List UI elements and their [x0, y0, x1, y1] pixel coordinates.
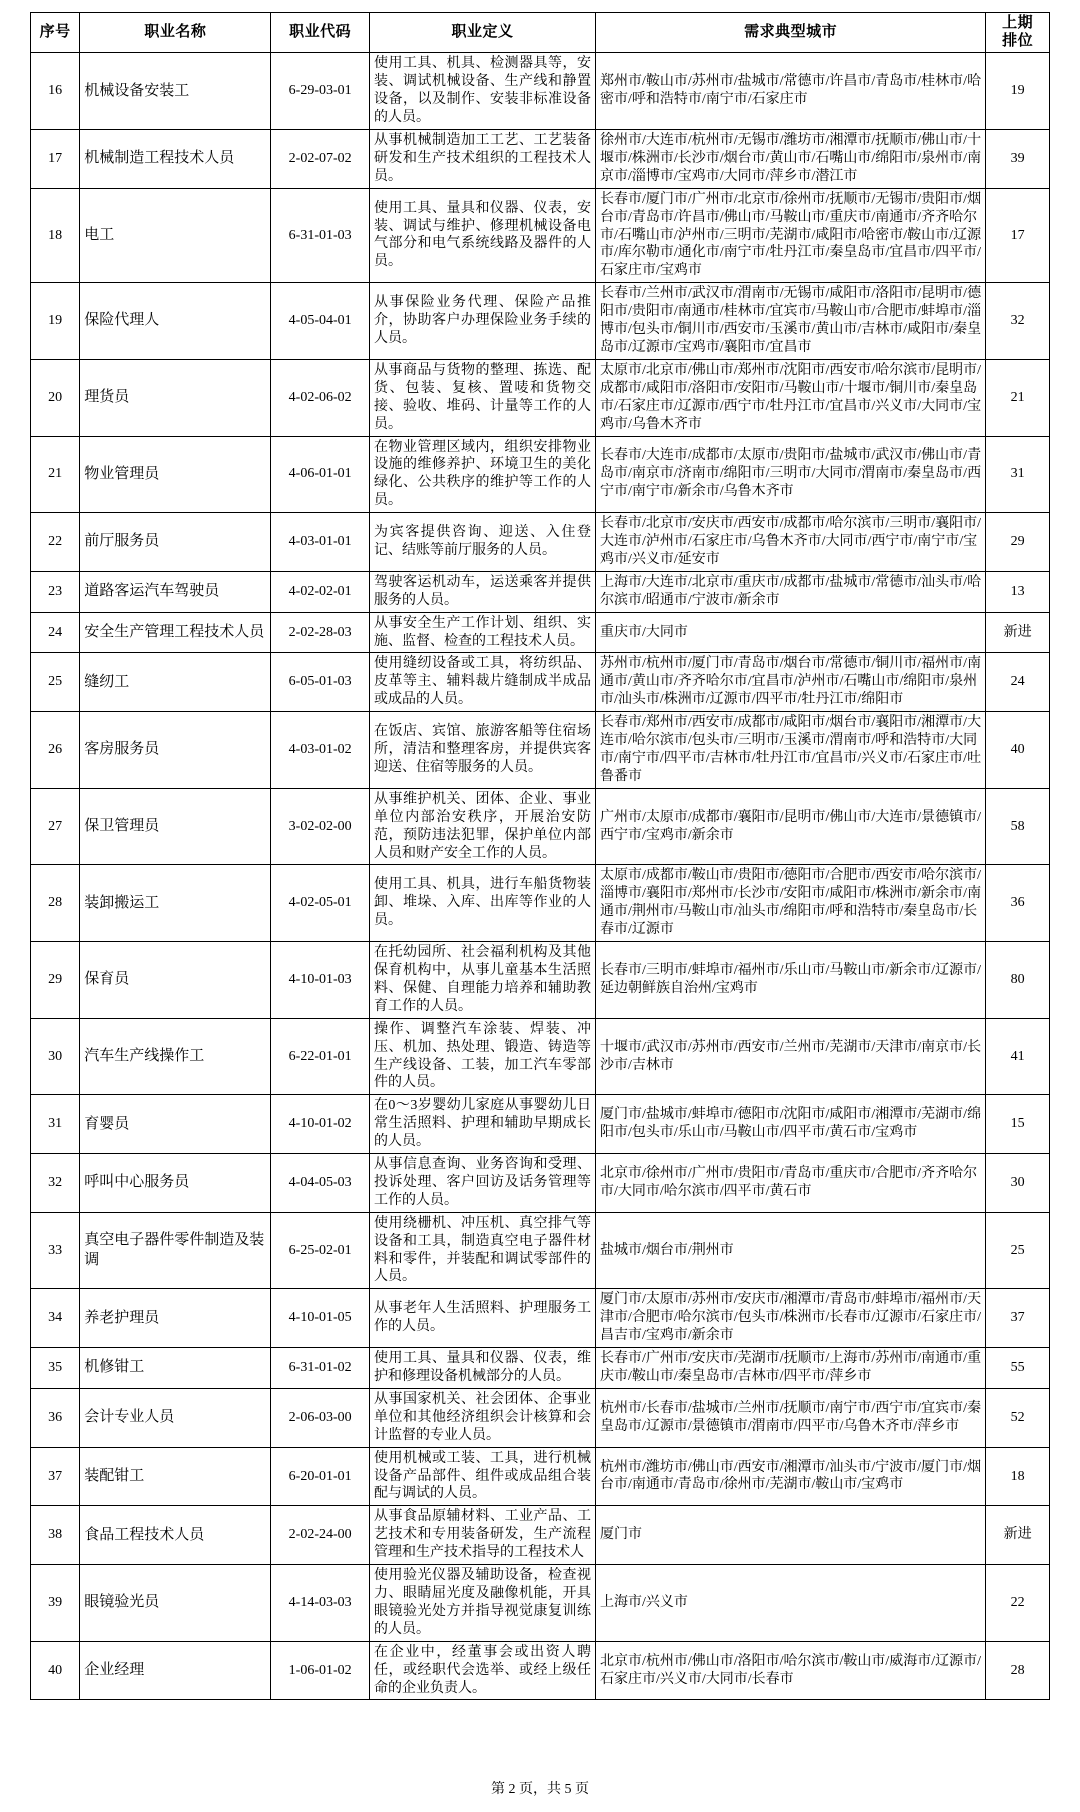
cell-definition: 在企业中，经董事会或出资人聘任，或经职代会选举、或经上级任命的企业负责人。 — [369, 1641, 595, 1700]
table-row — [31, 571, 1050, 612]
cell-seq: 20 — [31, 359, 80, 436]
cell-name: 装配钳工 — [80, 1447, 271, 1506]
cell-seq: 25 — [31, 653, 80, 712]
table-header — [31, 13, 1050, 53]
cell-city: 广州市/太原市/成都市/襄阳市/昆明市/佛山市/大连市/景德镇市/西宁市/宝鸡市/新余市 — [595, 788, 985, 865]
table-row — [31, 283, 1050, 360]
table-row — [31, 1018, 1050, 1095]
table-row — [31, 436, 1050, 513]
cell-seq: 28 — [31, 865, 80, 942]
cell-city: 长春市/郑州市/西安市/成都市/咸阳市/烟台市/襄阳市/湘潭市/大连市/哈尔滨市/包头市/三明市/玉溪市/渭南市/呼和浩特市/大同市/南宁市/四平市/吉林市/牡丹江市/宜昌市/兴义市/石家庄市/吐鲁番市 — [595, 712, 985, 789]
cell-city: 上海市/大连市/北京市/重庆市/成都市/盐城市/常德市/汕头市/哈尔滨市/昭通市/宁波市/新余市 — [595, 571, 985, 612]
cell-city: 太原市/成都市/鞍山市/贵阳市/德阳市/合肥市/西安市/哈尔滨市/淄博市/襄阳市/郑州市/长沙市/安阳市/咸阳市/株洲市/新余市/南通市/荆州市/马鞍山市/汕头市/绵阳市/呼和浩特市/秦皇岛市/长春市/辽源市 — [595, 865, 985, 942]
cell-rank: 19 — [986, 53, 1050, 130]
cell-definition: 使用机械或工装、工具，进行机械设备产品部件、组件或成品组合装配与调试的人员。 — [369, 1447, 595, 1506]
cell-seq: 35 — [31, 1348, 80, 1389]
cell-name: 客房服务员 — [80, 712, 271, 789]
cell-definition: 为宾客提供咨询、迎送、入住登记、结账等前厅服务的人员。 — [369, 513, 595, 572]
cell-seq: 38 — [31, 1506, 80, 1565]
cell-rank: 新进 — [986, 1506, 1050, 1565]
table-row — [31, 1212, 1050, 1289]
cell-city: 徐州市/大连市/杭州市/无锡市/潍坊市/湘潭市/抚顺市/佛山市/十堰市/株洲市/长沙市/烟台市/黄山市/石嘴山市/绵阳市/泉州市/南京市/淄博市/宝鸡市/大同市/萍乡市/潜江市 — [595, 130, 985, 189]
cell-code: 6-31-01-02 — [271, 1348, 370, 1389]
cell-name: 道路客运汽车驾驶员 — [80, 571, 271, 612]
column-header-rank — [986, 13, 1050, 53]
cell-seq: 36 — [31, 1388, 80, 1447]
cell-rank: 37 — [986, 1289, 1050, 1348]
table-row — [31, 53, 1050, 130]
cell-code: 4-10-01-05 — [271, 1289, 370, 1348]
cell-definition: 从事维护机关、团体、企业、事业单位内部治安秩序，开展治安防范，预防违法犯罪，保护单位内部人员和财产安全工作的人员。 — [369, 788, 595, 865]
cell-definition: 在托幼园所、社会福利机构及其他保育机构中，从事儿童基本生活照料、保健、自理能力培养和辅助教育工作的人员。 — [369, 942, 595, 1019]
cell-name: 会计专业人员 — [80, 1388, 271, 1447]
cell-rank: 22 — [986, 1565, 1050, 1642]
cell-code: 6-05-01-03 — [271, 653, 370, 712]
cell-code: 4-02-02-01 — [271, 571, 370, 612]
table-header-row — [31, 13, 1050, 53]
cell-code: 3-02-02-00 — [271, 788, 370, 865]
cell-definition: 从事信息查询、业务咨询和受理、投诉处理、客户回访及话务管理等工作的人员。 — [369, 1154, 595, 1213]
cell-name: 前厅服务员 — [80, 513, 271, 572]
cell-city: 长春市/兰州市/武汉市/渭南市/无锡市/咸阳市/洛阳市/昆明市/德阳市/贵阳市/南通市/桂林市/宜宾市/马鞍山市/合肥市/蚌埠市/淄博市/包头市/铜川市/西安市/玉溪市/黄山市/吉林市/咸阳市/秦皇岛市/辽源市/宝鸡市/襄阳市/宜昌市 — [595, 283, 985, 360]
occupation-demand-table — [30, 12, 1050, 1700]
cell-code: 4-02-06-02 — [271, 359, 370, 436]
column-header-definition: 职业定义 — [369, 13, 595, 53]
cell-city: 十堰市/武汉市/苏州市/西安市/兰州市/芜湖市/天津市/南京市/长沙市/吉林市 — [595, 1018, 985, 1095]
table-row — [31, 865, 1050, 942]
cell-rank: 18 — [986, 1447, 1050, 1506]
cell-rank: 80 — [986, 942, 1050, 1019]
cell-name: 呼叫中心服务员 — [80, 1154, 271, 1213]
cell-seq: 34 — [31, 1289, 80, 1348]
cell-code: 6-25-02-01 — [271, 1212, 370, 1289]
cell-definition: 使用工具、量具和仪器、仪表，安装、调试与维护、修理机械设备电气部分和电气系统线路及器件的人员。 — [369, 188, 595, 283]
cell-name: 安全生产管理工程技术人员 — [80, 612, 271, 653]
cell-rank: 40 — [986, 712, 1050, 789]
cell-definition: 在物业管理区域内，组织安排物业设施的维修养护、环境卫生的美化绿化、公共秩序的维护等工作的人员。 — [369, 436, 595, 513]
cell-code: 4-02-05-01 — [271, 865, 370, 942]
table-row — [31, 130, 1050, 189]
column-header-name: 职业名称 — [80, 13, 271, 53]
table-row — [31, 1388, 1050, 1447]
table-row — [31, 1348, 1050, 1389]
cell-name: 保育员 — [80, 942, 271, 1019]
cell-code: 2-02-07-02 — [271, 130, 370, 189]
cell-rank: 24 — [986, 653, 1050, 712]
cell-code: 4-03-01-02 — [271, 712, 370, 789]
cell-city: 杭州市/长春市/盐城市/兰州市/抚顺市/南宁市/西宁市/宜宾市/秦皇岛市/辽源市/景德镇市/渭南市/四平市/乌鲁木齐市/萍乡市 — [595, 1388, 985, 1447]
cell-rank: 41 — [986, 1018, 1050, 1095]
cell-rank: 36 — [986, 865, 1050, 942]
cell-city: 长春市/广州市/安庆市/芜湖市/抚顺市/上海市/苏州市/南通市/重庆市/鞍山市/秦皇岛市/吉林市/四平市/萍乡市 — [595, 1348, 985, 1389]
cell-name: 企业经理 — [80, 1641, 271, 1700]
cell-seq: 37 — [31, 1447, 80, 1506]
cell-definition: 操作、调整汽车涂装、焊装、冲压、机加、热处理、锻造、铸造等生产线设备、工装，加工汽车零部件的人员。 — [369, 1018, 595, 1095]
cell-rank: 32 — [986, 283, 1050, 360]
cell-rank: 55 — [986, 1348, 1050, 1389]
table-row — [31, 188, 1050, 283]
cell-rank: 39 — [986, 130, 1050, 189]
table-row — [31, 1565, 1050, 1642]
cell-rank: 13 — [986, 571, 1050, 612]
cell-city: 厦门市/太原市/苏州市/安庆市/湘潭市/青岛市/蚌埠市/福州市/天津市/合肥市/哈尔滨市/包头市/株洲市/长春市/辽源市/石家庄市/昌吉市/宝鸡市/新余市 — [595, 1289, 985, 1348]
cell-seq: 26 — [31, 712, 80, 789]
cell-rank: 15 — [986, 1095, 1050, 1154]
cell-name: 养老护理员 — [80, 1289, 271, 1348]
cell-code: 2-02-28-03 — [271, 612, 370, 653]
cell-seq: 29 — [31, 942, 80, 1019]
cell-rank: 30 — [986, 1154, 1050, 1213]
cell-city: 长春市/大连市/成都市/太原市/贵阳市/盐城市/武汉市/佛山市/青岛市/南京市/济南市/绵阳市/三明市/大同市/渭南市/秦皇岛市/西宁市/南宁市/新余市/乌鲁木齐市 — [595, 436, 985, 513]
cell-seq: 40 — [31, 1641, 80, 1700]
cell-rank: 17 — [986, 188, 1050, 283]
cell-code: 1-06-01-02 — [271, 1641, 370, 1700]
cell-definition: 从事机械制造加工工艺、工艺装备研发和生产技术组织的工程技术人员。 — [369, 130, 595, 189]
cell-seq: 21 — [31, 436, 80, 513]
cell-city: 盐城市/烟台市/荆州市 — [595, 1212, 985, 1289]
cell-code: 6-29-03-01 — [271, 53, 370, 130]
table-row — [31, 359, 1050, 436]
cell-name: 缝纫工 — [80, 653, 271, 712]
cell-definition: 从事老年人生活照料、护理服务工作的人员。 — [369, 1289, 595, 1348]
cell-name: 眼镜验光员 — [80, 1565, 271, 1642]
table-body — [31, 53, 1050, 1700]
cell-rank: 25 — [986, 1212, 1050, 1289]
cell-seq: 19 — [31, 283, 80, 360]
table-row — [31, 1506, 1050, 1565]
cell-city: 长春市/北京市/安庆市/西安市/成都市/哈尔滨市/三明市/襄阳市/大连市/泸州市/石家庄市/乌鲁木齐市/大同市/西宁市/南宁市/宝鸡市/兴义市/延安市 — [595, 513, 985, 572]
table-row — [31, 513, 1050, 572]
cell-code: 6-22-01-01 — [271, 1018, 370, 1095]
cell-rank: 21 — [986, 359, 1050, 436]
cell-definition: 从事保险业务代理、保险产品推介，协助客户办理保险业务手续的人员。 — [369, 283, 595, 360]
column-header-code: 职业代码 — [271, 13, 370, 53]
cell-seq: 23 — [31, 571, 80, 612]
cell-name: 真空电子器件零件制造及装调 — [80, 1212, 271, 1289]
cell-definition: 使用缝纫设备或工具，将纺织品、皮革等主、辅料裁片缝制成半成品或成品的人员。 — [369, 653, 595, 712]
column-header-seq: 序号 — [31, 13, 80, 53]
cell-seq: 31 — [31, 1095, 80, 1154]
cell-city: 太原市/北京市/佛山市/郑州市/沈阳市/西安市/哈尔滨市/昆明市/成都市/咸阳市/洛阳市/安阳市/马鞍山市/十堰市/铜川市/秦皇岛市/石家庄市/辽源市/西宁市/牡丹江市/宜昌市/兴义市/大同市/宝鸡市/乌鲁木齐市 — [595, 359, 985, 436]
page-footer: 第 2 页，共 5 页 — [491, 1782, 589, 1798]
cell-definition: 使用验光仪器及辅助设备，检查视力、眼睛屈光度及融像机能，开具眼镜验光处方并指导视觉康复训练的人员。 — [369, 1565, 595, 1642]
cell-name: 汽车生产线操作工 — [80, 1018, 271, 1095]
cell-name: 机修钳工 — [80, 1348, 271, 1389]
cell-name: 育婴员 — [80, 1095, 271, 1154]
cell-seq: 33 — [31, 1212, 80, 1289]
column-header-rank-line2: 排位 — [1002, 32, 1034, 49]
table-row — [31, 612, 1050, 653]
cell-code: 6-31-01-03 — [271, 188, 370, 283]
cell-seq: 24 — [31, 612, 80, 653]
column-header-rank-line1: 上期 — [1002, 15, 1034, 31]
cell-definition: 从事国家机关、社会团体、企事业单位和其他经济组织会计核算和会计监督的专业人员。 — [369, 1388, 595, 1447]
cell-city: 北京市/杭州市/佛山市/洛阳市/哈尔滨市/鞍山市/威海市/辽源市/石家庄市/兴义市/大同市/长春市 — [595, 1641, 985, 1700]
cell-definition: 在饭店、宾馆、旅游客船等住宿场所，清洁和整理客房，并提供宾客迎送、住宿等服务的人员。 — [369, 712, 595, 789]
cell-city: 北京市/徐州市/广州市/贵阳市/青岛市/重庆市/合肥市/齐齐哈尔市/大同市/哈尔滨市/四平市/黄石市 — [595, 1154, 985, 1213]
cell-code: 4-10-01-03 — [271, 942, 370, 1019]
cell-code: 4-06-01-01 — [271, 436, 370, 513]
cell-definition: 使用绕栅机、冲压机、真空排气等设备和工具，制造真空电子器件材料和零件，并装配和调试零部件的人员。 — [369, 1212, 595, 1289]
cell-city: 上海市/兴义市 — [595, 1565, 985, 1642]
cell-city: 苏州市/杭州市/厦门市/青岛市/烟台市/常德市/铜川市/福州市/南通市/黄山市/齐齐哈尔市/宜昌市/泸州市/石嘴山市/绵阳市/泉州市/汕头市/株洲市/辽源市/四平市/牡丹江市/绵阳市 — [595, 653, 985, 712]
cell-rank: 新进 — [986, 612, 1050, 653]
cell-code: 6-20-01-01 — [271, 1447, 370, 1506]
table-row — [31, 712, 1050, 789]
cell-name: 保险代理人 — [80, 283, 271, 360]
table-row — [31, 1154, 1050, 1213]
cell-name: 物业管理员 — [80, 436, 271, 513]
table-row — [31, 942, 1050, 1019]
cell-seq: 22 — [31, 513, 80, 572]
cell-city: 长春市/厦门市/广州市/北京市/徐州市/抚顺市/无锡市/贵阳市/烟台市/青岛市/许昌市/佛山市/马鞍山市/重庆市/南通市/齐齐哈尔市/石嘴山市/泸州市/三明市/芜湖市/咸阳市/哈密市/鞍山市/辽源市/库尔勒市/通化市/南宁市/牡丹江市/秦皇岛市/宜昌市/四平市/石家庄市/宝鸡市 — [595, 188, 985, 283]
column-header-city: 需求典型城市 — [595, 13, 985, 53]
cell-code: 2-06-03-00 — [271, 1388, 370, 1447]
cell-city: 长春市/三明市/蚌埠市/福州市/乐山市/马鞍山市/新余市/辽源市/延边朝鲜族自治州/宝鸡市 — [595, 942, 985, 1019]
cell-code: 4-03-01-01 — [271, 513, 370, 572]
cell-name: 食品工程技术人员 — [80, 1506, 271, 1565]
table-row — [31, 1447, 1050, 1506]
cell-rank: 28 — [986, 1641, 1050, 1700]
cell-name: 保卫管理员 — [80, 788, 271, 865]
cell-code: 2-02-24-00 — [271, 1506, 370, 1565]
cell-seq: 30 — [31, 1018, 80, 1095]
cell-city: 厦门市 — [595, 1506, 985, 1565]
cell-rank: 58 — [986, 788, 1050, 865]
cell-seq: 17 — [31, 130, 80, 189]
cell-seq: 16 — [31, 53, 80, 130]
cell-definition: 使用工具、量具和仪器、仪表，维护和修理设备机械部分的人员。 — [369, 1348, 595, 1389]
cell-rank: 29 — [986, 513, 1050, 572]
cell-seq: 32 — [31, 1154, 80, 1213]
cell-name: 装卸搬运工 — [80, 865, 271, 942]
cell-seq: 39 — [31, 1565, 80, 1642]
table-row — [31, 788, 1050, 865]
cell-seq: 27 — [31, 788, 80, 865]
table-row — [31, 653, 1050, 712]
cell-city: 厦门市/盐城市/蚌埠市/德阳市/沈阳市/咸阳市/湘潭市/芜湖市/绵阳市/包头市/乐山市/马鞍山市/四平市/黄石市/宝鸡市 — [595, 1095, 985, 1154]
cell-code: 4-10-01-02 — [271, 1095, 370, 1154]
cell-definition: 使用工具、机具，进行车船货物装卸、堆垛、入库、出库等作业的人员。 — [369, 865, 595, 942]
cell-definition: 使用工具、机具、检测器具等，安装、调试机械设备、生产线和静置设备，以及制作、安装非标准设备的人员。 — [369, 53, 595, 130]
cell-code: 4-14-03-03 — [271, 1565, 370, 1642]
cell-city: 郑州市/鞍山市/苏州市/盐城市/常德市/许昌市/青岛市/桂林市/哈密市/呼和浩特市/南宁市/石家庄市 — [595, 53, 985, 130]
cell-city: 杭州市/潍坊市/佛山市/西安市/湘潭市/汕头市/宁波市/厦门市/烟台市/南通市/青岛市/徐州市/芜湖市/鞍山市/宝鸡市 — [595, 1447, 985, 1506]
cell-code: 4-04-05-03 — [271, 1154, 370, 1213]
cell-city: 重庆市/大同市 — [595, 612, 985, 653]
cell-definition: 从事安全生产工作计划、组织、实施、监督、检查的工程技术人员。 — [369, 612, 595, 653]
cell-name: 理货员 — [80, 359, 271, 436]
cell-definition: 驾驶客运机动车，运送乘客并提供服务的人员。 — [369, 571, 595, 612]
cell-rank: 52 — [986, 1388, 1050, 1447]
cell-name: 电工 — [80, 188, 271, 283]
cell-rank: 31 — [986, 436, 1050, 513]
cell-name: 机械设备安装工 — [80, 53, 271, 130]
table-row — [31, 1289, 1050, 1348]
table-row — [31, 1095, 1050, 1154]
cell-name: 机械制造工程技术人员 — [80, 130, 271, 189]
cell-definition: 在0～3岁婴幼儿家庭从事婴幼儿日常生活照料、护理和辅助早期成长的人员。 — [369, 1095, 595, 1154]
cell-definition: 从事食品原辅材料、工业产品、工艺技术和专用装备研发，生产流程管理和生产技术指导的工程技术人 — [369, 1506, 595, 1565]
cell-seq: 18 — [31, 188, 80, 283]
cell-definition: 从事商品与货物的整理、拣选、配货、包装、复核、置唛和货物交接、验收、堆码、计量等工作的人员。 — [369, 359, 595, 436]
cell-code: 4-05-04-01 — [271, 283, 370, 360]
